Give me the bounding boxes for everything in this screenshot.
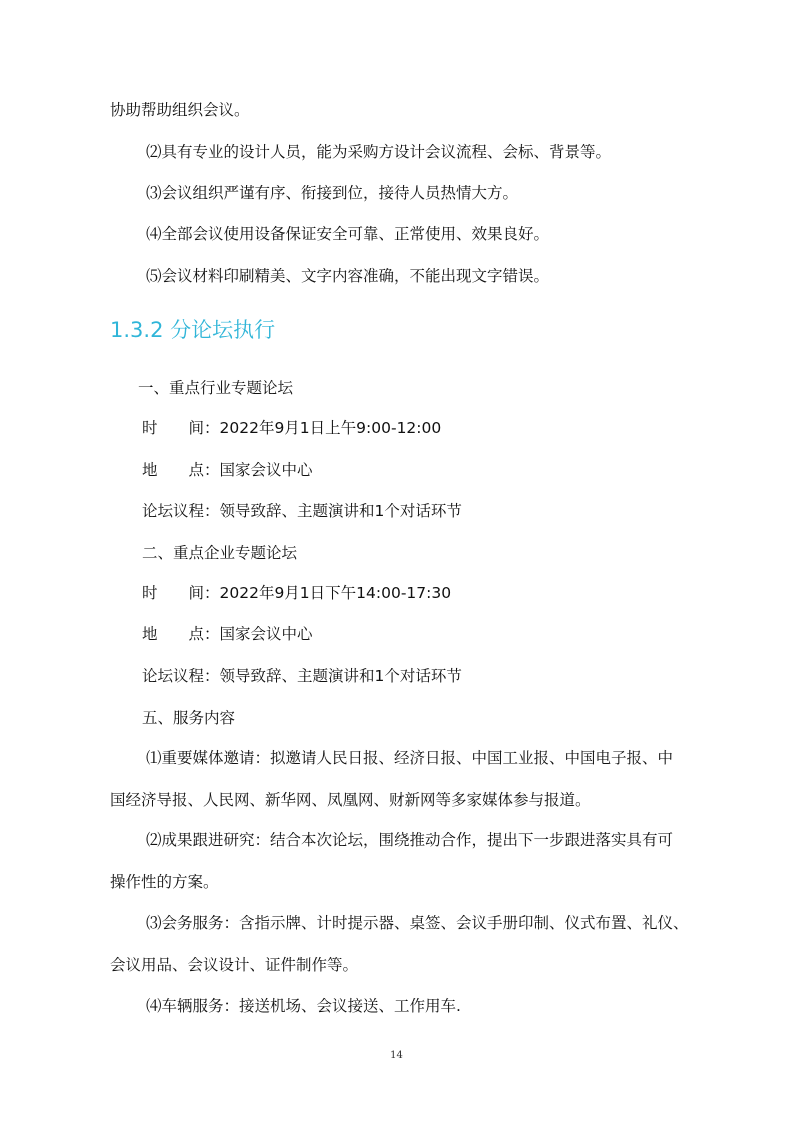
forum-2-title: 二、重点企业专题论坛 [142,544,298,562]
paragraph-continuation: 协助帮助组织会议。 [110,101,250,119]
service-item-3-line-1: ⑶会务服务：含指示牌、计时提示器、桌签、会议手册印制、仪式布置、礼仪、 [146,914,689,932]
forum-2-time: 时 间：2022年9月1日下午14:00-17:30 [142,584,452,602]
service-item-1-line-1: ⑴重要媒体邀请：拟邀请人民日报、经济日报、中国工业报、中国电子报、中 [146,749,674,767]
requirement-item-5: ⑸会议材料印刷精美、文字内容准确，不能出现文字错误。 [146,267,550,285]
forum-2-place: 地 点：国家会议中心 [142,625,313,643]
forum-1-time: 时 间：2022年9月1日上午9:00-12:00 [142,419,442,437]
requirement-item-2: ⑵具有专业的设计人员，能为采购方设计会议流程、会标、背景等。 [146,143,612,161]
service-item-4-line-1: ⑷车辆服务：接送机场、会议接送、工作用车. [146,997,461,1015]
service-item-2-line-2: 操作性的方案。 [110,873,219,891]
page-number: 14 [390,1050,403,1061]
section-heading: 1.3.2 分论坛执行 [110,318,276,342]
forum-1-place: 地 点：国家会议中心 [142,461,313,479]
requirement-item-4: ⑷全部会议使用设备保证安全可靠、正常使用、效果良好。 [146,225,550,243]
service-item-3-line-2: 会议用品、会议设计、证件制作等。 [110,956,359,974]
requirement-item-3: ⑶会议组织严谨有序、衔接到位，接待人员热情大方。 [146,184,519,202]
service-item-1-line-2: 国经济导报、人民网、新华网、凤凰网、财新网等多家媒体参与报道。 [110,791,591,809]
forum-1-agenda: 论坛议程：领导致辞、主题演讲和1个对话环节 [142,502,462,520]
forum-2-agenda: 论坛议程：领导致辞、主题演讲和1个对话环节 [142,667,462,685]
service-item-2-line-1: ⑵成果跟进研究：结合本次论坛，围绕推动合作，提出下一步跟进落实具有可 [146,831,674,849]
forum-1-title: 一、重点行业专题论坛 [138,379,294,397]
services-title: 五、服务内容 [142,709,236,727]
